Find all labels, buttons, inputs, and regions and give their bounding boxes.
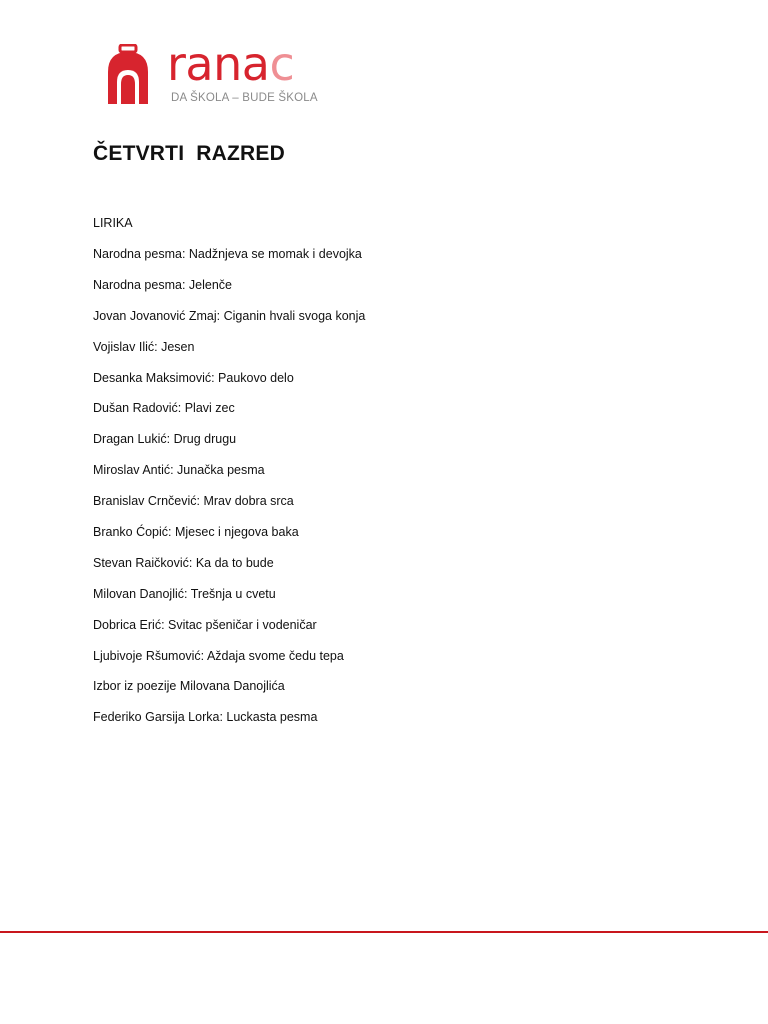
logo-wordmark-main: rana	[167, 37, 270, 91]
list-item: Desanka Maksimović: Paukovo delo	[93, 370, 294, 385]
list-item: Jovan Jovanović Zmaj: Ciganin hvali svoga konja	[93, 308, 366, 323]
reading-list	[93, 245, 365, 739]
list-item: Ljubivoje Ršumović: Aždaja svome čedu tepa	[93, 648, 344, 663]
list-item: Miroslav Antić: Junačka pesma	[93, 463, 265, 478]
backpack-icon	[105, 44, 151, 106]
list-item: Federiko Garsija Lorka: Luckasta pesma	[93, 710, 318, 725]
list-item: Narodna pesma: Jelenče	[93, 277, 232, 292]
list-item: Dragan Lukić: Drug drugu	[93, 432, 237, 447]
list-item: Stevan Raičković: Ka da to bude	[93, 555, 274, 570]
list-item: Vojislav Ilić: Jesen	[93, 339, 195, 354]
section-heading: LIRIKA	[93, 216, 133, 230]
logo-wordmark	[167, 38, 294, 90]
page-title: ČETVRTI RAZRED	[93, 142, 285, 165]
footer-divider	[0, 931, 768, 933]
logo-wordmark-end: c	[269, 37, 295, 91]
logo-tagline: DA ŠKOLA – BUDE ŠKOLA	[171, 92, 318, 104]
list-item: Dobrica Erić: Svitac pšeničar i vodeničar	[93, 617, 317, 632]
list-item: Izbor iz poezije Milovana Danojlića	[93, 679, 285, 694]
ranac-logo	[105, 37, 325, 108]
list-item: Dušan Radović: Plavi zec	[93, 401, 235, 416]
list-item: Narodna pesma: Nadžnjeva se momak i devojka	[93, 247, 362, 261]
list-item: Branko Ćopić: Mjesec i njegova baka	[93, 525, 299, 540]
list-item: Branislav Crnčević: Mrav dobra srca	[93, 494, 294, 509]
list-item: Milovan Danojlić: Trešnja u cvetu	[93, 586, 276, 601]
